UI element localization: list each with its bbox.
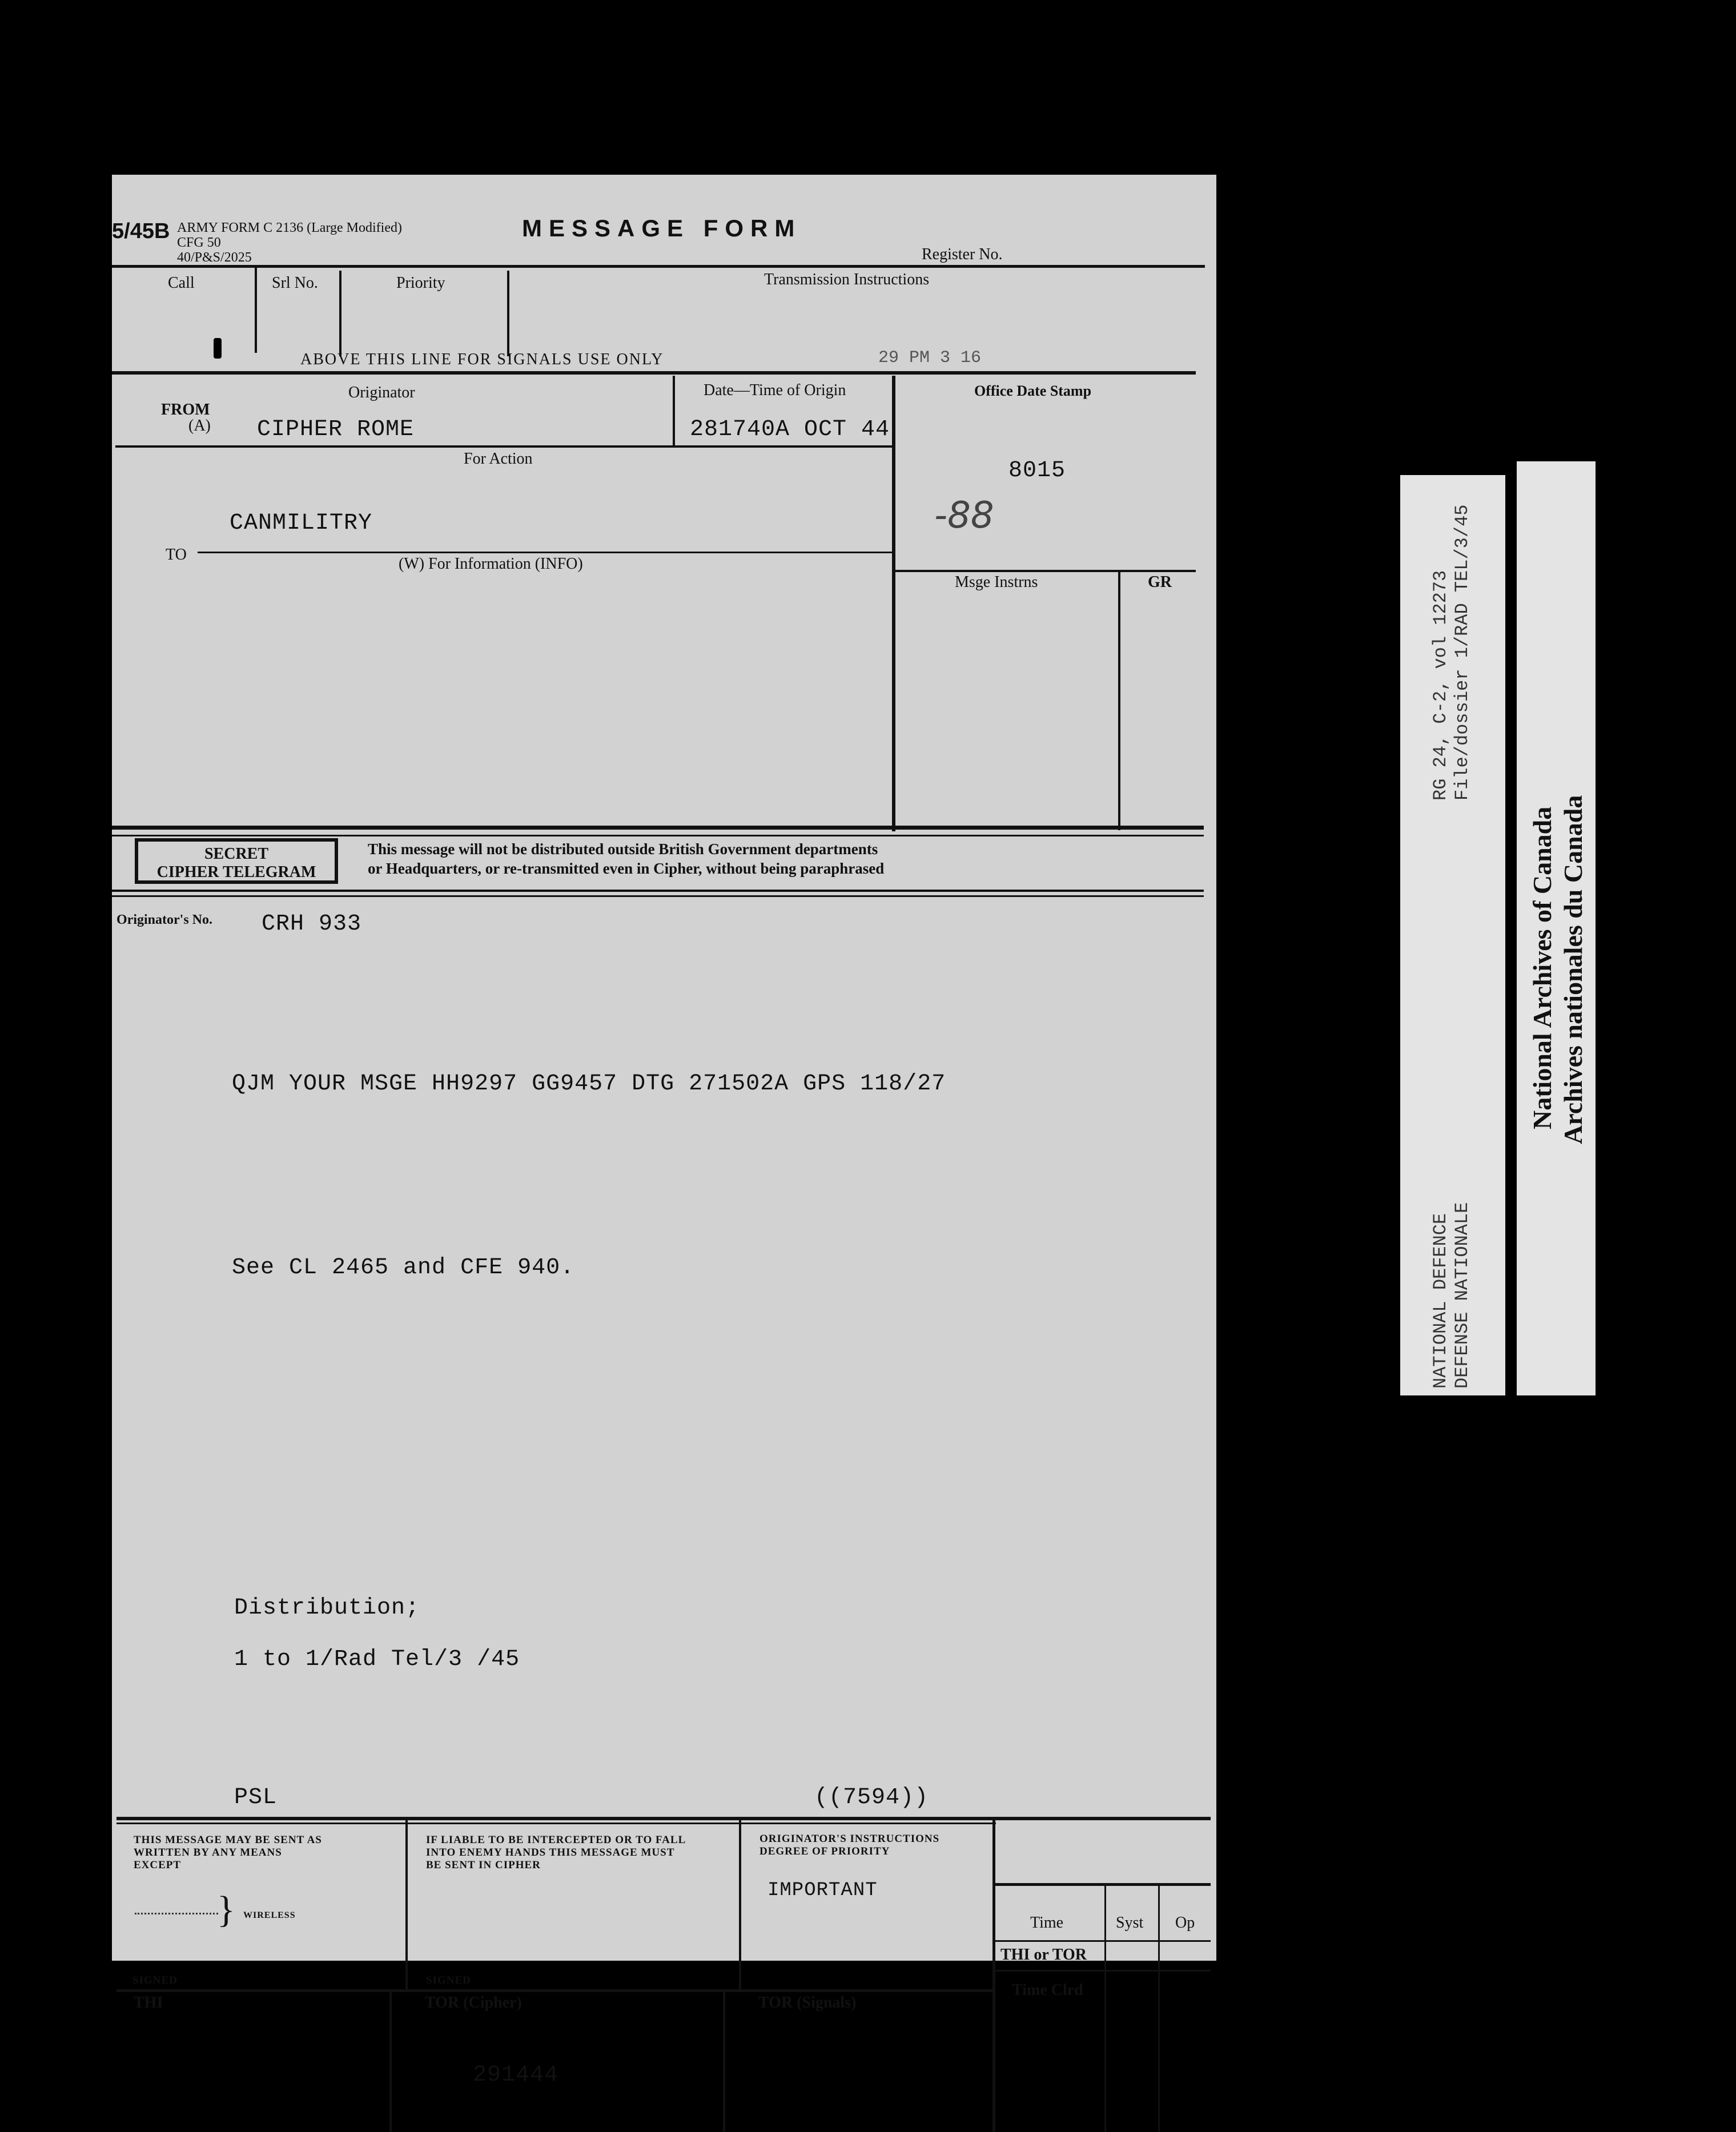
form-ref: 40/P&S/2025 xyxy=(177,250,252,265)
department-line-1: NATIONAL DEFENCE xyxy=(1430,1213,1451,1389)
cipher-note-1: IF LIABLE TO BE INTERCEPTED OR TO FALL xyxy=(426,1834,686,1846)
secret-notice-2: or Headquarters, or re-transmitted even in Cipher, without being paraphrased xyxy=(368,860,885,877)
signed-label-2: SIGNED xyxy=(426,1974,471,1986)
rule xyxy=(995,1940,1211,1942)
rule xyxy=(1118,570,1120,830)
office-date-stamp-label: Office Date Stamp xyxy=(974,383,1092,399)
rule xyxy=(339,271,341,356)
sent-as-written-1: THIS MESSAGE MAY BE SENT AS xyxy=(134,1834,322,1846)
dto-value: 281740A OCT 44 xyxy=(690,417,890,443)
thi-or-tor-label: THI or TOR xyxy=(1000,1946,1087,1964)
rule xyxy=(112,371,1196,375)
secret-notice-1: This message will not be distributed outside British Government departments xyxy=(368,840,878,858)
message-line-1: QJM YOUR MSGE HH9297 GG9457 DTG 271502A GPS 118/27 xyxy=(232,1071,946,1097)
rule xyxy=(995,1970,1211,1972)
sent-as-written-2: WRITTEN BY ANY MEANS xyxy=(134,1847,282,1859)
tor-signals-label: TOR (Signals) xyxy=(758,1994,857,2012)
gr-label: GR xyxy=(1148,573,1172,591)
tor-cipher-value: 291444 xyxy=(473,2062,559,2088)
cipher-telegram-label: CIPHER TELEGRAM xyxy=(156,863,316,881)
thi-label: THI xyxy=(134,1994,163,2012)
ink-mark xyxy=(214,338,222,359)
rule xyxy=(112,265,1205,268)
cipher-note-2: INTO ENEMY HANDS THIS MESSAGE MUST xyxy=(426,1847,675,1859)
to-label: TO xyxy=(166,546,187,564)
rule xyxy=(116,1817,1211,1820)
rule xyxy=(198,552,893,553)
rule xyxy=(893,570,1196,572)
priority-value: IMPORTANT xyxy=(767,1880,878,1901)
archive-name-strip xyxy=(1517,461,1596,1395)
above-line-note: ABOVE THIS LINE FOR SIGNALS USE ONLY xyxy=(300,351,664,368)
rule xyxy=(389,1990,392,2132)
message-ref-number: ((7594)) xyxy=(814,1785,929,1811)
secret-cipher-telegram-box xyxy=(135,838,338,884)
rule xyxy=(723,1990,725,2132)
psl-label: PSL xyxy=(234,1785,278,1811)
office-handwritten-mark: -88 xyxy=(934,494,994,537)
call-label: Call xyxy=(168,274,195,292)
for-action-label: For Action xyxy=(464,450,533,468)
message-form-sheet xyxy=(112,175,1216,2088)
rule xyxy=(1158,1885,1160,2132)
secret-label: SECRET xyxy=(204,845,269,863)
rule xyxy=(112,826,1204,830)
to-value: CANMILITRY xyxy=(230,510,373,536)
archive-reference-strip xyxy=(1400,475,1505,1395)
rule xyxy=(255,266,257,353)
degree-of-priority-label: DEGREE OF PRIORITY xyxy=(760,1845,890,1857)
wireless-dotted-line xyxy=(135,1913,218,1914)
wireless-label: WIRELESS xyxy=(243,1910,296,1920)
srl-no-label: Srl No. xyxy=(272,274,318,292)
rule xyxy=(507,271,509,356)
rule xyxy=(115,445,893,448)
for-info-label: (W) For Information (INFO) xyxy=(399,555,583,573)
archive-name-fr: Archives nationales du Canada xyxy=(1558,795,1588,1144)
register-label: Register No. xyxy=(922,246,1003,263)
originator-no-value: CRH 933 xyxy=(262,911,362,937)
archive-ref-line-2: File/dossier 1/RAD TEL/3/45 xyxy=(1452,504,1473,800)
form-code: 5/45B xyxy=(112,219,170,243)
form-title: MESSAGE FORM xyxy=(522,215,802,242)
message-line-2: See CL 2465 and CFE 940. xyxy=(232,1255,575,1281)
rule xyxy=(992,1819,995,2132)
rule xyxy=(116,1989,995,1992)
rule xyxy=(1104,1885,1106,2132)
from-label: FROM xyxy=(161,401,210,419)
originator-value: CIPHER ROME xyxy=(257,417,415,443)
archive-ref-line-1: RG 24, C-2, vol 12273 xyxy=(1430,570,1451,800)
distribution-label: Distribution; xyxy=(234,1595,420,1621)
rule xyxy=(112,895,1204,897)
wireless-brace: } xyxy=(217,1889,235,1930)
signals-time-stamp: 29 PM 3 16 xyxy=(878,348,982,368)
rule xyxy=(995,1883,1211,1886)
rule xyxy=(405,1819,408,1990)
office-stamp-value: 8015 xyxy=(1008,458,1066,484)
rule xyxy=(673,376,675,446)
distribution-value: 1 to 1/Rad Tel/3 /45 xyxy=(234,1647,520,1672)
tor-cipher-label: TOR (Cipher) xyxy=(425,1994,522,2012)
from-sub: (A) xyxy=(188,417,211,435)
op-label: Op xyxy=(1175,1914,1195,1932)
time-clrd-label: Time Clrd xyxy=(1012,1981,1083,1999)
signed-label-1: SIGNED xyxy=(132,1974,178,1986)
sent-as-written-3: EXCEPT xyxy=(134,1859,182,1871)
originator-label: Originator xyxy=(348,384,415,401)
syst-label: Syst xyxy=(1116,1914,1144,1932)
originators-instructions-label: ORIGINATOR'S INSTRUCTIONS xyxy=(760,1833,940,1845)
dto-label: Date—Time of Origin xyxy=(704,381,846,399)
time-label: Time xyxy=(1030,1914,1064,1932)
archive-name-en: National Archives of Canada xyxy=(1528,806,1557,1129)
army-form-label: ARMY FORM C 2136 (Large Modified) xyxy=(177,220,402,235)
rule xyxy=(112,890,1204,892)
priority-label: Priority xyxy=(396,274,445,292)
originator-no-label: Originator's No. xyxy=(116,912,212,927)
rule xyxy=(892,376,895,831)
cipher-note-3: BE SENT IN CIPHER xyxy=(426,1859,541,1871)
department-line-2: DEFENSE NATIONALE xyxy=(1452,1202,1473,1389)
transmission-label: Transmission Instructions xyxy=(764,271,930,288)
rule xyxy=(112,835,1204,836)
rule xyxy=(116,1823,996,1824)
msge-instrns-label: Msge Instrns xyxy=(955,573,1038,591)
cfg-label: CFG 50 xyxy=(177,235,221,250)
rule xyxy=(739,1819,741,1990)
